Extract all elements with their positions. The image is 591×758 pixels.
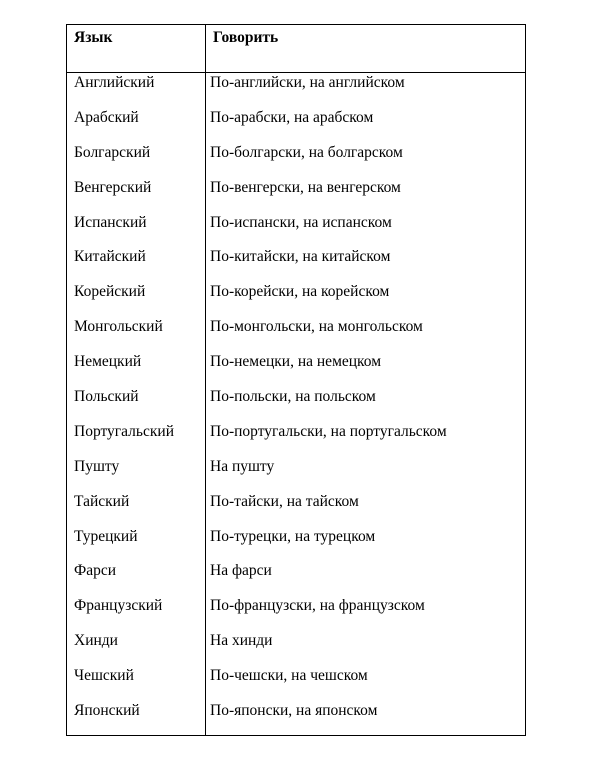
language-cell: Фарси <box>74 562 117 580</box>
speak-cell: По-чешски, на чешском <box>210 667 368 685</box>
speak-cell: По-арабски, на арабском <box>210 108 374 126</box>
language-cell: Португальский <box>74 422 174 440</box>
table-row <box>67 178 525 213</box>
language-table <box>66 24 526 736</box>
language-cell: Чешский <box>74 667 134 685</box>
language-cell: Испанский <box>74 213 147 231</box>
speak-cell: По-болгарски, на болгарском <box>210 143 403 161</box>
table-row <box>67 73 525 108</box>
language-cell: Тайский <box>74 492 130 510</box>
language-cell: Хинди <box>74 632 118 650</box>
language-cell: Китайский <box>74 248 146 266</box>
speak-cell: По-французски, на французском <box>210 597 425 615</box>
speak-cell: По-китайски, на китайском <box>210 248 391 266</box>
speak-cell: По-японски, на японском <box>210 702 378 720</box>
speak-cell: По-тайски, на тайском <box>210 492 359 510</box>
speak-cell: На пушту <box>210 457 275 475</box>
language-cell: Пушту <box>74 457 120 475</box>
language-cell: Английский <box>74 74 155 91</box>
table-row <box>67 631 525 666</box>
table-row <box>67 596 525 631</box>
speak-cell: По-португальски, на португальском <box>210 422 447 440</box>
table-row <box>67 492 525 527</box>
table-row <box>67 143 525 178</box>
language-cell: Корейский <box>74 283 146 301</box>
language-cell: Венгерский <box>74 178 152 196</box>
header-speak: Говорить <box>213 29 279 46</box>
table-row <box>67 701 525 736</box>
language-cell: Турецкий <box>74 527 138 545</box>
speak-cell: На фарси <box>210 562 272 580</box>
language-cell: Японский <box>74 702 140 720</box>
table-row <box>67 108 525 143</box>
table-row <box>67 352 525 387</box>
language-cell: Арабский <box>74 108 139 126</box>
table-row <box>67 247 525 282</box>
language-cell: Монгольский <box>74 318 163 336</box>
speak-cell: По-немецки, на немецком <box>210 353 382 371</box>
speak-cell: По-испански, на испанском <box>210 213 392 231</box>
language-cell: Польский <box>74 388 139 406</box>
table-row <box>67 317 525 352</box>
table-row <box>67 527 525 562</box>
table-row <box>67 282 525 317</box>
speak-cell: По-польски, на польском <box>210 388 376 406</box>
table-row <box>67 213 525 248</box>
language-cell: Французский <box>74 597 163 615</box>
speak-cell: По-корейски, на корейском <box>210 283 390 301</box>
header-language: Язык <box>74 29 113 46</box>
table-row <box>67 666 525 701</box>
speak-cell: По-монгольски, на монгольском <box>210 318 423 336</box>
table-row <box>67 457 525 492</box>
speak-cell: По-венгерски, на венгерском <box>210 178 401 196</box>
table-row <box>67 561 525 596</box>
table-row <box>67 387 525 422</box>
table-body <box>67 73 525 736</box>
table-row <box>67 422 525 457</box>
language-cell: Болгарский <box>74 143 151 161</box>
language-cell: Немецкий <box>74 353 142 371</box>
speak-cell: По-турецки, на турецком <box>210 527 376 545</box>
speak-cell: По-английски, на английском <box>210 74 405 91</box>
speak-cell: На хинди <box>210 632 273 650</box>
